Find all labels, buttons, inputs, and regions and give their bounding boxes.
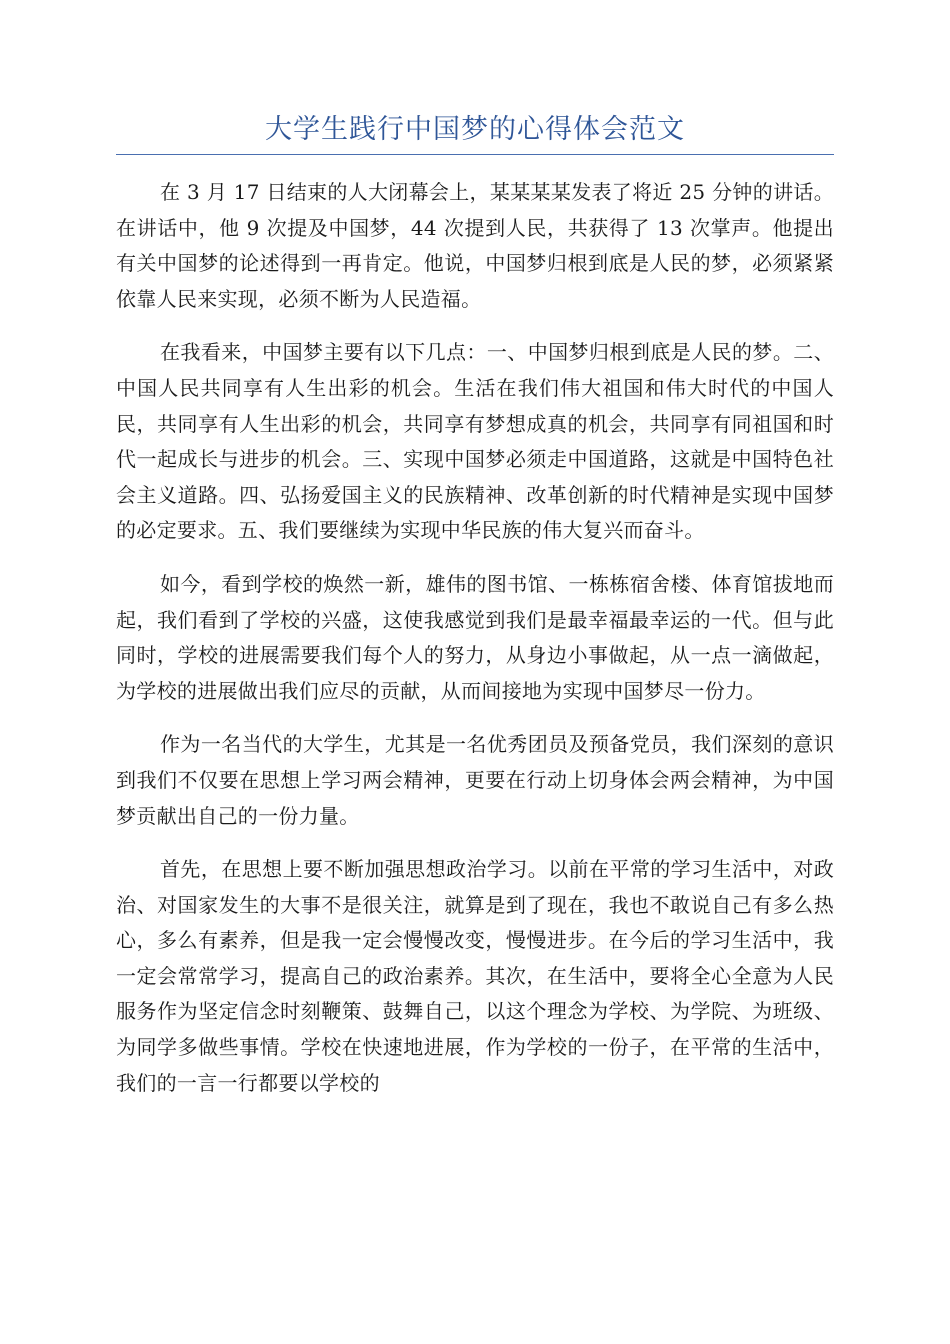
paragraph-3: 如今，看到学校的焕然一新，雄伟的图书馆、一栋栋宿舍楼、体育馆拔地而起，我们看到了学校的兴盛，这使我感觉到我们是最幸福最幸运的一代。但与此同时，学校的进展需要我们每个人的努力，从身边小事做起，从一点一滴做起，为学校的进展做出我们应尽的贡献，从而间接地为实现中国梦尽一份力。 bbox=[116, 571, 834, 703]
document-body bbox=[116, 175, 834, 1119]
paragraph-1: 在 3 月 17 日结束的人大闭幕会上，某某某某发表了将近 25 分钟的讲话。在讲话中，他 9 次提及中国梦，44 次提到人民，共获得了 13 次掌声。他提出有关中国梦的论述得到一再肯定。他说，中国梦归根到底是人民的梦，必须紧紧依靠人民来实现，必须不断为人民造福。 bbox=[116, 180, 834, 311]
paragraph-2: 在我看来，中国梦主要有以下几点：一、中国梦归根到底是人民的梦。二、中国人民共同享有人生出彩的机会。生活在我们伟大祖国和伟大时代的中国人民，共同享有人生出彩的机会，共同享有梦想成真的机会，共同享有同祖国和时代一起成长与进步的机会。三、实现中国梦必须走中国道路，这就是中国特色社会主义道路。四、弘扬爱国主义的民族精神、改革创新的时代精神是实现中国梦的必定要求。五、我们要继续为实现中华民族的伟大复兴而奋斗。 bbox=[116, 340, 834, 543]
page-title: 大学生践行中国梦的心得体会范文 bbox=[265, 114, 685, 145]
paragraph-5: 首先，在思想上要不断加强思想政治学习。以前在平常的学习生活中，对政治、对国家发生的大事不是很关注，就算是到了现在，我也不敢说自己有多么热心，多么有素养，但是我一定会慢慢改变，慢慢进步。在今后的学习生活中，我一定会常常学习，提高自己的政治素养。其次，在生活中，要将全心全意为人民服务作为坚定信念时刻鞭策、鼓舞自己，以这个理念为学校、为学院、为班级、为同学多做些事情。学校在快速地进展，作为学校的一份子，在平常的生活中，我们的一言一行都要以学校的 bbox=[116, 857, 834, 1095]
paragraph-4: 作为一名当代的大学生，尤其是一名优秀团员及预备党员，我们深刻的意识到我们不仅要在思想上学习两会精神，更要在行动上切身体会两会精神，为中国梦贡献出自己的一份力量。 bbox=[116, 732, 834, 828]
title-underline bbox=[116, 154, 834, 155]
